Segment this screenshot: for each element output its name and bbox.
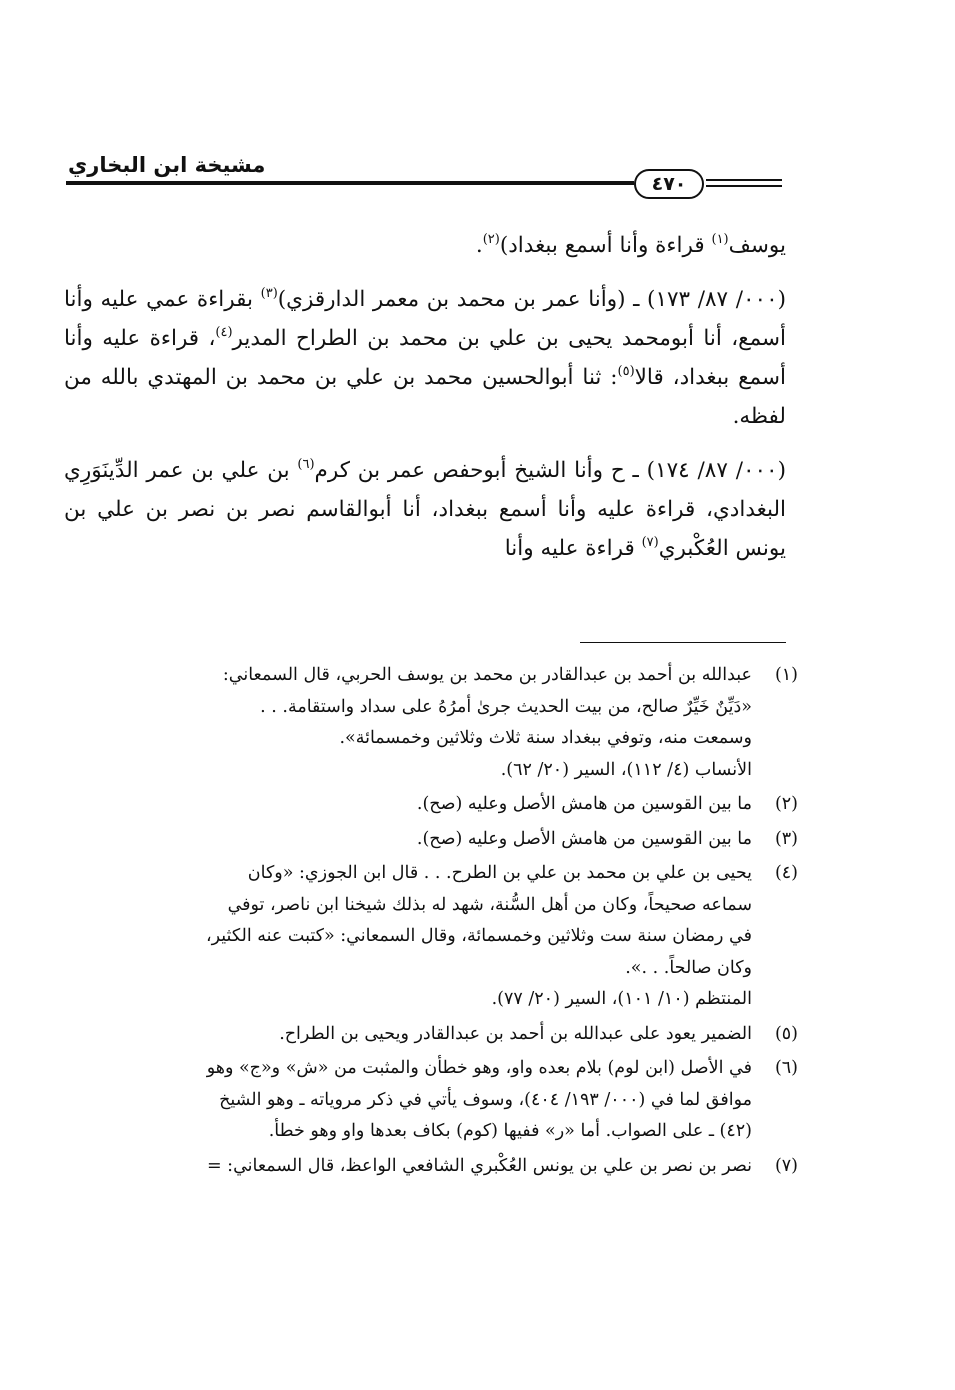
footnote-number: (١) — [774, 665, 798, 685]
footnote-line: سماعه صحيحاً، وكان من أهل السُّنة، شهد له بذلك شيخنا ابن ناصر، توفي — [227, 894, 752, 915]
footnote-text — [64, 789, 752, 821]
header-rule-double-top — [706, 179, 782, 181]
footnote-5 — [64, 1019, 798, 1051]
footnote-ref: (٥) — [617, 364, 635, 379]
footnote-text — [64, 858, 752, 1016]
text-run: بن علي بن عمر الدِّينَوَرِي البغدادي، قراءة عليه وأنا أسمع ببغداد، أنا أبوالقاسم نصر بن نصر بن علي بن يونس العُكْبري — [64, 458, 786, 561]
footnote-text — [64, 824, 752, 856]
footnote-line: في الأصل (ابن لوم) بلام بعده واو، وهو خطأن والمثبت من «ش» و«ج» وهو — [206, 1058, 752, 1078]
footnote-line: يحيى بن علي بن محمد بن علي بن الطرح. . . قال ابن الجوزي: «وكان — [247, 863, 752, 883]
footnotes — [64, 660, 798, 1185]
footnote-number: (٢) — [774, 794, 798, 814]
footnote-line: وسمعت منه، وتوفي ببغداد سنة ثلاث وثلاثين وخمسمائة». — [339, 728, 752, 748]
footnote-ref: (٦) — [297, 457, 315, 472]
page-number: ٤٧٠ — [634, 169, 704, 199]
footnote-line: ما بين القوسين من هامش الأصل وعليه (صح). — [416, 794, 752, 814]
paragraph-1 — [64, 226, 786, 265]
text-run: قراءة وأنا أسمع ببغداد) — [499, 233, 712, 258]
header-rule-double-bottom — [706, 185, 782, 187]
footnote-number: (٤) — [774, 863, 798, 883]
footnote-number: (٣) — [774, 828, 798, 849]
footnote-3 — [64, 824, 798, 856]
footnote-text — [64, 1053, 752, 1148]
footnote-2 — [64, 789, 798, 821]
footnote-4 — [64, 858, 798, 1016]
footnote-line: ما بين القوسين من هامش الأصل وعليه (صح). — [416, 828, 752, 849]
footnote-line: «دَيِّنٌ خَيِّرٌ صالح، من بيت الحديث جرىٰ أمرُهُ على سداد واستقامة. . . — [260, 696, 752, 717]
footnote-line: في رمضان سنة ست وثلاثين وخمسمائة، وقال السمعاني: «كتبت عنه الكثير، — [205, 926, 752, 946]
footnote-ref: (٢) — [482, 232, 500, 247]
text-run: : ثنا أبوالحسين محمد بن علي بن محمد بن المهتدي بالله من لفظه. — [64, 365, 786, 429]
text-run: يوسف — [728, 233, 786, 258]
footnote-ref: (٧) — [641, 535, 659, 550]
paragraph-2 — [64, 280, 786, 436]
footnote-ref: (١) — [711, 232, 729, 247]
footnote-line: الضمير يعود على عبدالله بن أحمد بن عبدالقادر ويحيى بن الطراح. — [279, 1023, 752, 1044]
footnote-number: (٧) — [774, 1155, 798, 1176]
text-run: بقراءة عمي عليه وأنا أسمع، أنا أبومحمد يحيى بن علي بن محمد بن الطراح المدير — [64, 287, 787, 351]
paragraph-3 — [64, 451, 786, 568]
text-run: . — [475, 233, 483, 258]
footnote-line: وكان صالحاً. . .». — [625, 957, 752, 978]
text-run: (٠٠٠/ ٨٧/ ١٧٤) ـ ح وأنا الشيخ أبوحفص عمر بن كرم — [314, 458, 786, 483]
footnote-line: عبدالله بن أحمد بن عبدالقادر بن محمد بن يوسف الحربي، قال السمعاني: — [222, 665, 752, 685]
footnote-ref: (٣) — [260, 286, 278, 301]
header-rule-thick — [66, 181, 634, 185]
footnote-line: نصر بن نصر بن علي بن يونس العُكْبري الشافعي الواعظ، قال السمعاني: = — [206, 1155, 752, 1176]
text-run: (٠٠٠/ ٨٧/ ١٧٣) ـ (وأنا عمر بن محمد بن معمر الدارقزي) — [277, 287, 787, 312]
footnote-text — [64, 1151, 752, 1183]
running-header-title: مشيخة ابن البخاري — [68, 153, 266, 177]
footnote-line: (٤٢) ـ على الصواب. أما «ر» ففيها (كوم) بكاف بعدها واو وهو خطأ. — [268, 1121, 752, 1141]
footnote-ref: (٤) — [215, 325, 233, 340]
footnote-line: المنتظم (١٠/ ١٠١)، السير (٢٠/ ٧٧). — [491, 989, 752, 1009]
text-run: ، قراءة عليه وأنا أسمع ببغداد، قالا — [64, 326, 786, 390]
main-text — [64, 226, 786, 568]
footnote-line: موافق لما في (٠٠٠/ ١٩٣/ ٤٠٤)، وسوف يأتي في ذكر مروياته ـ وهو الشيخ — [219, 1089, 752, 1110]
footnote-separator — [580, 642, 786, 643]
footnote-1 — [64, 660, 798, 786]
footnote-7 — [64, 1151, 798, 1183]
footnote-6 — [64, 1053, 798, 1148]
footnote-number: (٥) — [774, 1023, 798, 1044]
footnote-number: (٦) — [774, 1058, 798, 1078]
footnote-line: الأنساب (٤/ ١١٢)، السير (٢٠/ ٦٢). — [500, 759, 752, 780]
footnote-text — [64, 1019, 752, 1051]
text-run: قراءة عليه وأنا — [504, 536, 642, 561]
footnote-text — [64, 660, 752, 786]
